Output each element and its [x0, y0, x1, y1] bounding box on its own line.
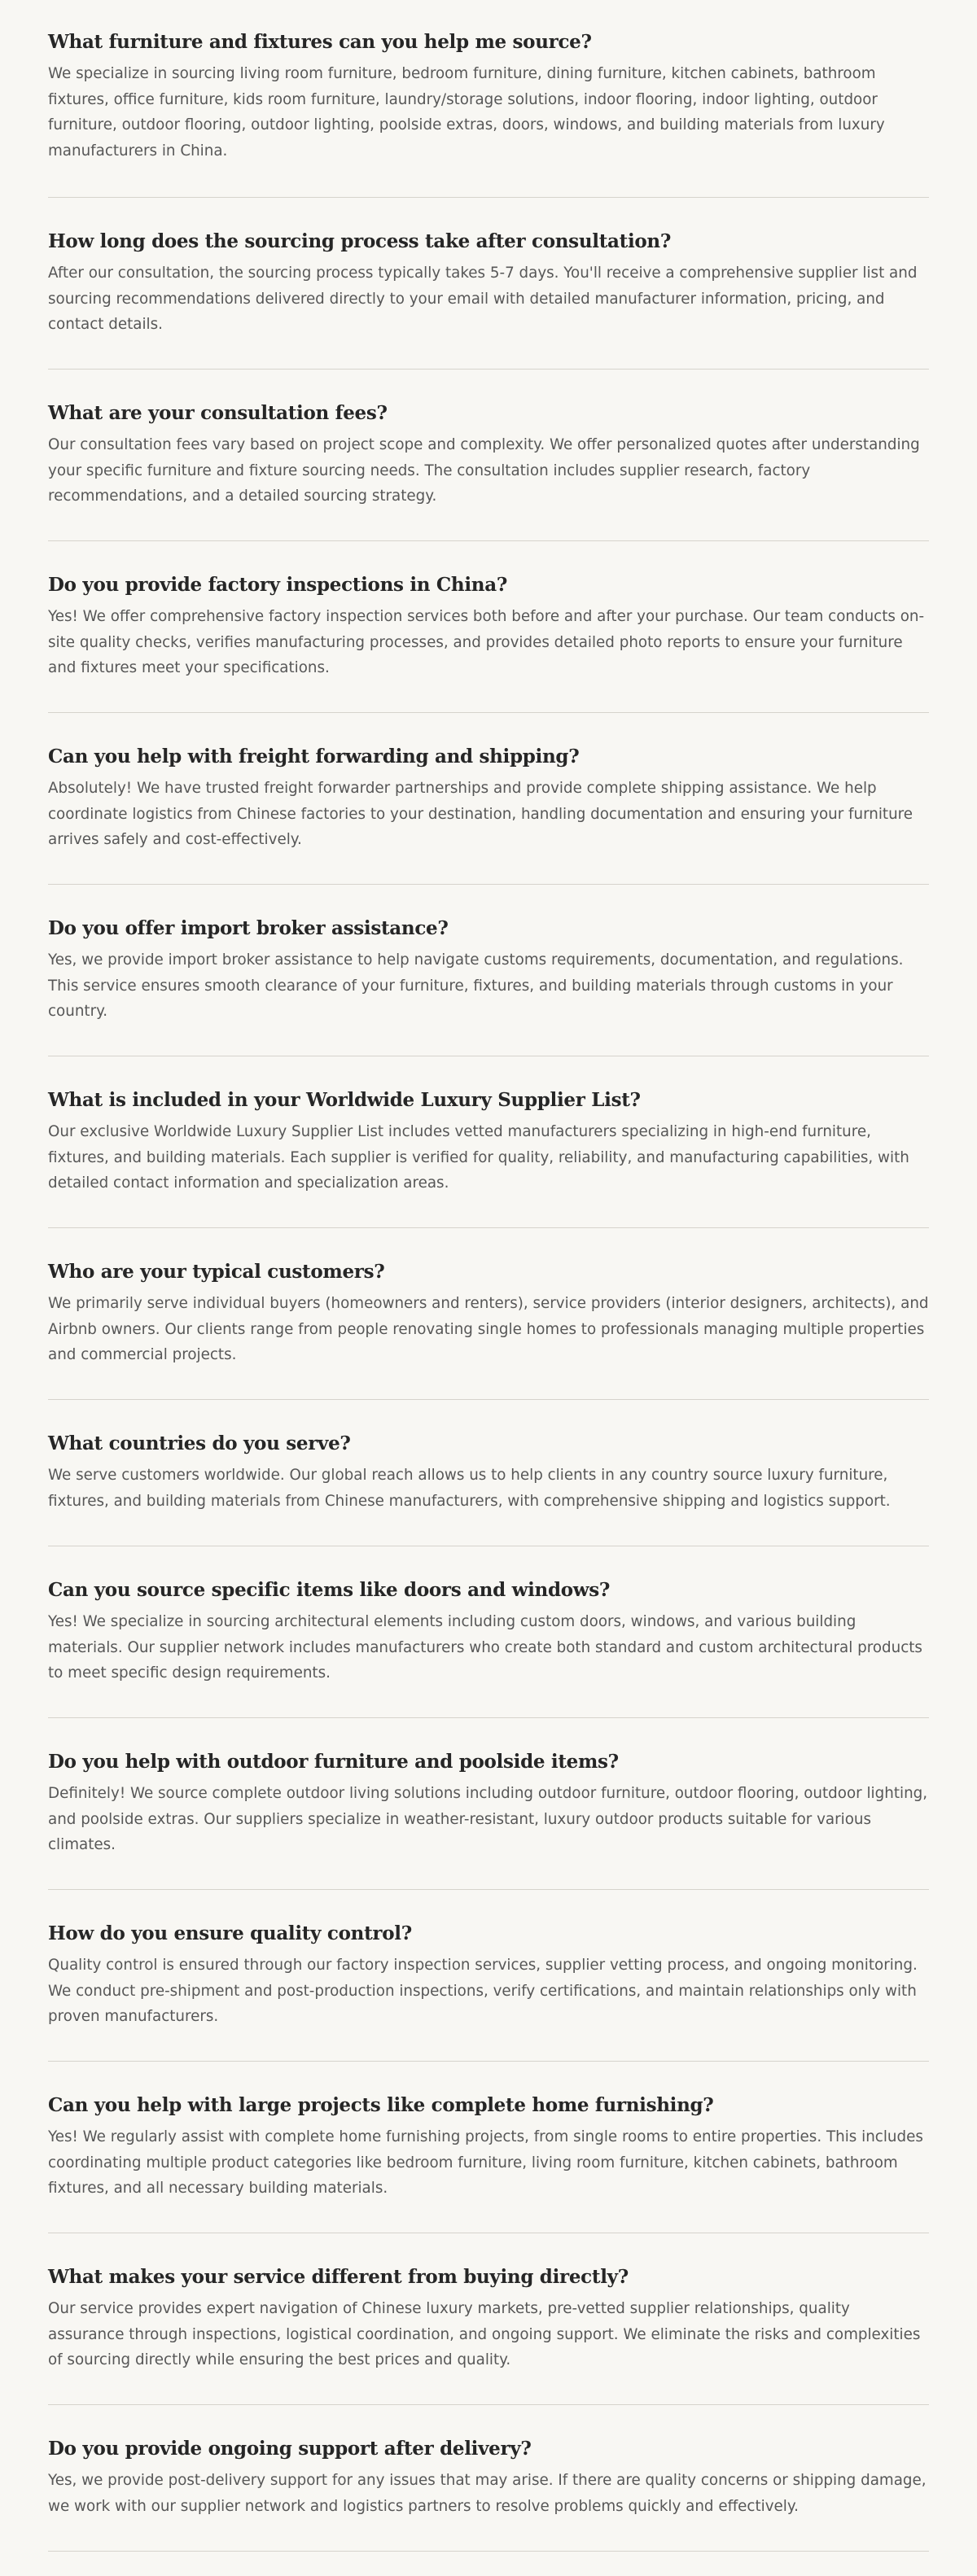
- faq-item: [48, 541, 929, 713]
- faq-answer: We primarily serve individual buyers (homeowners and renters), service providers (interior designers, architects), and Airbnb owners. Our clients range from people renovating single homes to professionals managing multiple properties and commercial projects.: [48, 1295, 929, 1363]
- faq-question: What makes your service different from buying directly?: [48, 2266, 629, 2288]
- faq-answer: We specialize in sourcing living room furniture, bedroom furniture, dining furniture, kitchen cabinets, bathroom fixtures, office furniture, kids room furniture, laundry/storage solutions, indoor flooring, indoor lighting, outdoor furniture, outdoor flooring, outdoor lighting, poolside extras, doors, windows, and building materials from luxury manufacturers in China.: [48, 65, 885, 160]
- faq-item: [48, 1890, 929, 2062]
- faq-item: [48, 713, 929, 885]
- faq-answer: Definitely! We source complete outdoor living solutions including outdoor furniture, outdoor flooring, outdoor lighting, and poolside extras. Our suppliers specialize in weather-resistant, luxury outdoor products suitable for various climates.: [48, 1785, 928, 1853]
- faq-list: [48, 0, 929, 2552]
- faq-item: [48, 1718, 929, 1890]
- faq-item: [48, 2233, 929, 2405]
- faq-question: What furniture and fixtures can you help me source?: [48, 31, 592, 53]
- faq-question: What countries do you serve?: [48, 1432, 351, 1454]
- faq-item: [48, 1400, 929, 1546]
- faq-item: [48, 2405, 929, 2552]
- faq-question: Do you offer import broker assistance?: [48, 917, 449, 939]
- faq-item: [48, 0, 929, 198]
- faq-answer: We serve customers worldwide. Our global reach allows us to help clients in any country source luxury furniture, fixtures, and building materials from Chinese manufacturers, with comprehensive shipping and logistics support.: [48, 1467, 891, 1510]
- faq-answer: Yes, we provide import broker assistance to help navigate customs requirements, documentation, and regulations. This service ensures smooth clearance of your furniture, fixtures, and building materials through customs in your country.: [48, 951, 904, 1020]
- faq-answer: Our consultation fees vary based on project scope and complexity. We offer personalized quotes after understanding your specific furniture and fixture sourcing needs. The consultation includes supplier research, factory recommendations, and a detailed sourcing strategy.: [48, 436, 920, 505]
- faq-item: [48, 1546, 929, 1718]
- faq-question: How do you ensure quality control?: [48, 1922, 412, 1944]
- faq-answer: Our service provides expert navigation of Chinese luxury markets, pre-vetted supplier relationships, quality assurance through inspections, logistical coordination, and ongoing support. We eliminate the risks and complexities of sourcing directly while ensuring the best prices and quality.: [48, 2300, 921, 2368]
- faq-question: Do you provide factory inspections in China?: [48, 574, 507, 596]
- faq-question: Can you source specific items like doors and windows?: [48, 1579, 611, 1601]
- faq-item: [48, 2062, 929, 2233]
- faq-answer: Quality control is ensured through our factory inspection services, supplier vetting process, and ongoing monitoring. We conduct pre-shipment and post-production inspections, verify certifications, and maintain relationships only with proven manufacturers.: [48, 1957, 918, 2025]
- faq-question: Who are your typical customers?: [48, 1261, 385, 1283]
- faq-item: [48, 370, 929, 541]
- faq-question: Do you provide ongoing support after delivery?: [48, 2438, 532, 2460]
- faq-question: What are your consultation fees?: [48, 402, 388, 424]
- faq-answer: Yes! We regularly assist with complete home furnishing projects, from single rooms to entire properties. This includes coordinating multiple product categories like bedroom furniture, living room furniture, kitchen cabinets, bathroom fixtures, and all necessary building materials.: [48, 2128, 923, 2197]
- faq-answer: Our exclusive Worldwide Luxury Supplier List includes vetted manufacturers specializing in high-end furniture, fixtures, and building materials. Each supplier is verified for quality, reliability, and manufacturing capabilities, with detailed contact information and specialization areas.: [48, 1123, 909, 1192]
- faq-item: [48, 1056, 929, 1228]
- faq-answer: Absolutely! We have trusted freight forwarder partnerships and provide complete shipping assistance. We help coordinate logistics from Chinese factories to your destination, handling documentation and ensuring your furniture arrives safely and cost-effectively.: [48, 780, 913, 848]
- faq-answer: Yes! We specialize in sourcing architectural elements including custom doors, windows, and various building materials. Our supplier network includes manufacturers who create both standard and custom architectural products to meet specific design requirements.: [48, 1613, 922, 1682]
- faq-answer: After our consultation, the sourcing process typically takes 5-7 days. You'll receive a comprehensive supplier list and sourcing recommendations delivered directly to your email with detailed manufacturer information, pricing, and contact details.: [48, 265, 918, 333]
- faq-item: [48, 885, 929, 1056]
- faq-question: Can you help with large projects like complete home furnishing?: [48, 2094, 714, 2116]
- faq-answer: Yes, we provide post-delivery support for any issues that may arise. If there are quality concerns or shipping damage, we work with our supplier network and logistics partners to resolve problems quickly and effectively.: [48, 2472, 927, 2515]
- faq-question: Can you help with freight forwarding and shipping?: [48, 746, 580, 768]
- faq-question: What is included in your Worldwide Luxury Supplier List?: [48, 1089, 641, 1111]
- faq-item: [48, 198, 929, 370]
- faq-item: [48, 1228, 929, 1400]
- faq-question: Do you help with outdoor furniture and poolside items?: [48, 1751, 619, 1773]
- faq-answer: Yes! We offer comprehensive factory inspection services both before and after your purchase. Our team conducts on-site quality checks, verifies manufacturing processes, and provides detailed photo reports to ensure your furniture and fixtures meet your specifications.: [48, 608, 925, 676]
- faq-question: How long does the sourcing process take after consultation?: [48, 230, 672, 252]
